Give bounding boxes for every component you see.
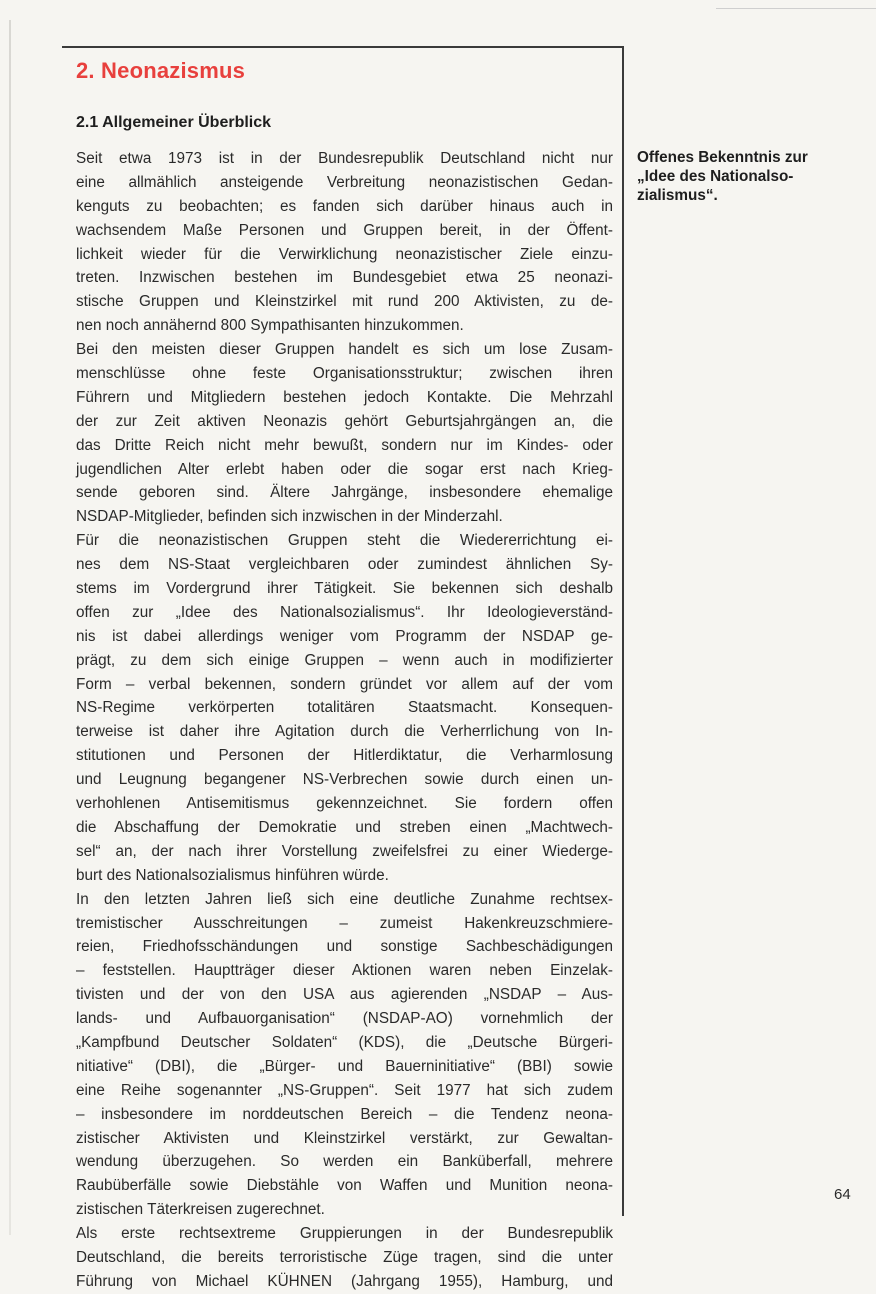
margin-note-line: Offenes Bekenntnis zur [637,149,808,166]
chapter-title: 2. Neonazismus [76,58,246,83]
text-line: offen zur „Idee des Nationalsozialismus“. Ihr Ideologieverständ- [76,603,613,621]
text-line: sende geboren sind. Ältere Jahrgänge, insbesondere ehemalige [76,484,613,502]
text-line: zistischen Täterkreisen zugerechnet. [76,1201,325,1219]
margin-note-line: zialismus“. [637,187,718,204]
text-line: wendung überzugehen. So werden ein Banküberfall, mehrere [76,1153,613,1171]
text-line: tivisten und der von den USA aus agierenden „NSDAP – Aus- [76,986,613,1004]
text-line: stems im Vordergrund ihrer Tätigkeit. Sie bekennen sich deshalb [76,580,613,598]
text-line: – feststellen. Hauptträger dieser Aktionen waren neben Einzelak- [76,962,613,980]
text-line: die Abschaffung der Demokratie und streben einen „Machtwech- [76,818,613,836]
text-line: Führung von Michael KÜHNEN (Jahrgang 1955), Hamburg, und [76,1272,613,1290]
text-line: lands- und Aufbauorganisation“ (NSDAP-AO) vornehmlich der [76,1010,613,1028]
text-line: kenguts zu beobachten; es fanden sich darüber hinaus auch in [76,197,613,215]
body-text [76,147,613,1294]
text-line: zistischer Aktivisten und Kleinstzirkel verstärkt, zur Gewaltan- [76,1129,613,1147]
text-line: verhohlenen Antisemitismus gekennzeichnet. Sie fordern offen [76,795,613,813]
page-number: 64 [834,1186,851,1203]
text-line: NSDAP-Mitglieder, befinden sich inzwischen in der Minderzahl. [76,508,503,526]
section-title: 2.1 Allgemeiner Überblick [76,114,272,131]
text-line: Bei den meisten dieser Gruppen handelt es sich um lose Zusam- [76,341,613,359]
text-line: In den letzten Jahren ließ sich eine deutliche Zunahme rechtsex- [76,890,613,908]
text-line: – insbesondere im norddeutschen Bereich – die Tendenz neona- [76,1105,613,1123]
text-line: prägt, zu dem sich einige Gruppen – wenn auch in modifizierter [76,651,613,669]
text-line: Für die neonazistischen Gruppen steht die Wiedererrichtung ei- [76,532,613,550]
text-line: Deutschland, die bereits terroristische Züge tragen, sind die unter [76,1248,613,1266]
text-line: nen noch annähernd 800 Sympathisanten hinzukommen. [76,317,464,335]
text-line: burt des Nationalsozialismus hinführen würde. [76,866,389,884]
column-divider-rule [622,46,624,1216]
text-line: stische Gruppen und Kleinstzirkel mit rund 200 Aktivisten, zu de- [76,293,613,311]
text-line: jugendlichen Alter erlebt haben oder die sogar erst nach Krieg- [76,460,613,478]
text-line: treten. Inzwischen bestehen im Bundesgebiet etwa 25 neonazi- [76,269,613,287]
page-binding-edge [9,20,11,1235]
text-line: Als erste rechtsextreme Gruppierungen in der Bundesrepublik [76,1225,613,1243]
text-line: „Kampfbund Deutscher Soldaten“ (KDS), die „Deutsche Bürgeri- [76,1033,613,1051]
text-line: eine Reihe sogenannter „NS-Gruppen“. Seit 1977 hat sich zudem [76,1081,613,1099]
text-line: der zur Zeit aktiven Neonazis gehört Geburtsjahrgängen an, die [76,412,613,430]
text-line: stitutionen und Personen der Hitlerdiktatur, die Verharmlosung [76,747,613,765]
header-rule-right [716,8,876,9]
text-line: tremistischer Ausschreitungen – zumeist Hakenkreuzschmiere- [76,914,613,932]
text-line: terweise ist daher ihre Agitation durch die Verherrlichung von In- [76,723,613,741]
text-line: eine allmählich ansteigende Verbreitung neonazistischen Gedan- [76,173,613,191]
text-line: Raubüberfälle sowie Diebstähle von Waffen und Munition neona- [76,1177,613,1195]
text-line: reien, Friedhofsschändungen und sonstige Sachbeschädigungen [76,938,613,956]
text-line: Führern und Mitgliedern bestehen jedoch Kontakte. Die Mehrzahl [76,388,613,406]
text-line: sel“ an, der nach ihrer Vorstellung zweifelsfrei zu einer Wiederge- [76,842,613,860]
text-line: nis ist dabei allerdings weniger vom Programm der NSDAP ge- [76,627,613,645]
text-line: das Dritte Reich nicht mehr bewußt, sondern nur im Kindes- oder [76,436,613,454]
margin-note [637,148,867,205]
margin-note-line: „Idee des Nationalso- [637,168,794,185]
text-line: lichkeit wieder für die Verwirklichung neonazistischer Ziele einzu- [76,245,613,263]
text-line: und Leugnung begangener NS-Verbrechen sowie durch einen un- [76,771,613,789]
text-line: nitiative“ (DBI), die „Bürger- und Bauerninitiative“ (BBI) sowie [76,1057,613,1075]
text-line: nes dem NS-Staat vergleichbaren oder zumindest ähnlichen Sy- [76,556,613,574]
text-line: NS-Regime verkörperten totalitären Staatsmacht. Konsequen- [76,699,613,717]
text-line: menschlüsse ohne feste Organisationsstruktur; zwischen ihren [76,365,613,383]
text-line: Seit etwa 1973 ist in der Bundesrepublik Deutschland nicht nur [76,150,613,167]
chapter-top-rule [62,46,624,48]
text-line: wachsendem Maße Personen und Gruppen bereit, in der Öffent- [76,221,613,239]
text-line: Form – verbal bekennen, sondern gründet vor allem auf der vom [76,675,613,693]
